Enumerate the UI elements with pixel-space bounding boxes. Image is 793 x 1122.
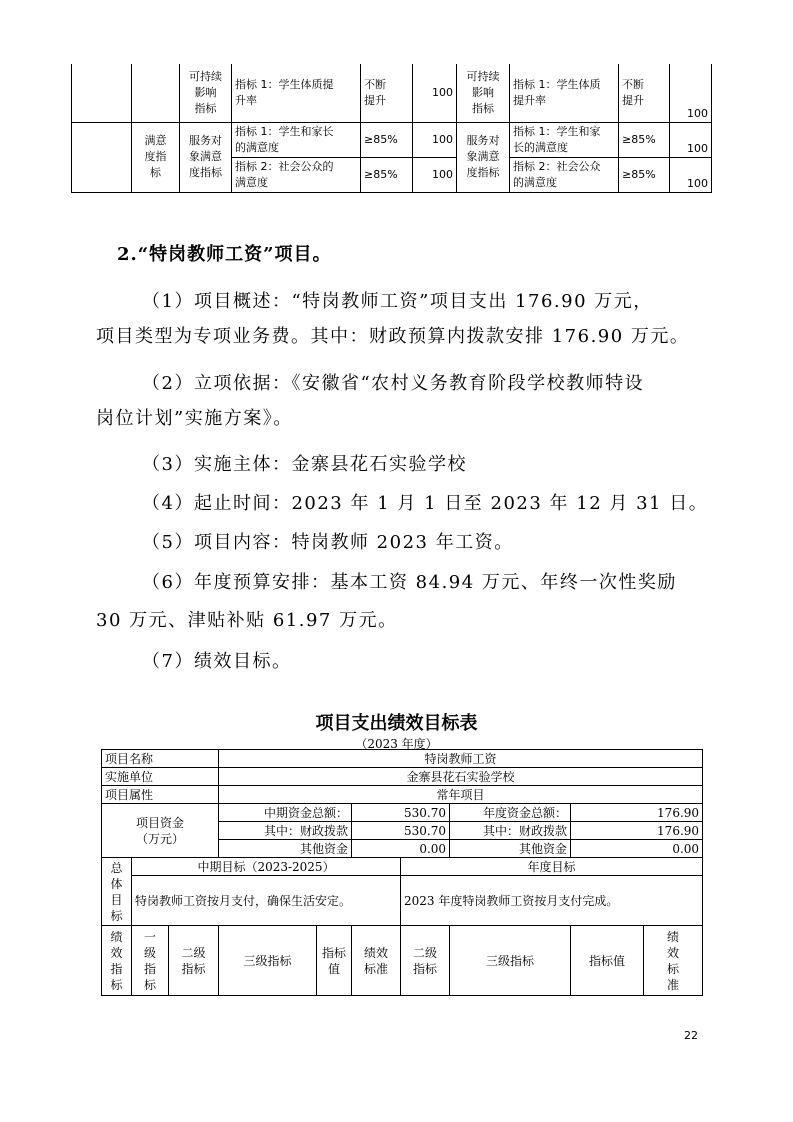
paragraph-line: （2）立项依据：《安徽省“农村义务教育阶段学校教师特设 [142,373,645,394]
table-cell: 实施单位 [102,768,219,786]
table-cell: 176.90 [571,804,703,822]
table-cell: 100 [413,157,457,192]
table-row [102,804,703,822]
table-cell: 特岗教师工资按月支付，确保生活安定。 [132,876,401,926]
section-heading: 2.“特岗教师工资”项目。 [117,244,332,265]
paragraph-line: （4）起止时间：2023 年 1 月 1 日至 2023 年 12 月 31 日。 [142,493,709,514]
table-cell: 2023 年度特岗教师工资按月支付完成。 [401,876,703,926]
table-cell: 100 [670,157,712,192]
table-cell: ≥85% [361,157,413,192]
table-cell: 其中：财政拨款 [450,822,571,840]
table-cell: 绩效 标准 [352,926,401,996]
table-cell: 可持续 影响 指标 [457,64,510,122]
table-cell: 指标 2：社会公众的 满意度 [232,157,361,192]
paragraph-line: （6）年度预算安排：基本工资 84.94 万元、年终一次性奖励 [142,572,677,593]
table-cell: 一 级 指 标 [132,926,169,996]
table-cell: 项目资金 （万元） [102,804,219,858]
table-cell: 0.00 [571,840,703,858]
table-cell: 176.90 [571,822,703,840]
table-cell: 指标 1：学生和家 长的满意度 [510,122,619,157]
table-cell: ≥85% [619,157,670,192]
table-cell: 特岗教师工资 [219,750,703,768]
table-row [102,768,703,786]
paragraph-line: （5）项目内容：特岗教师 2023 年工资。 [142,532,514,553]
table-row [102,876,703,926]
top-performance-table [71,64,712,193]
table-cell: 中期资金总额： [219,804,352,822]
paragraph-line: （1）项目概述：“特岗教师工资”项目支出 176.90 万元， [142,291,653,312]
table-cell [72,64,132,122]
table-cell: 常年项目 [219,786,703,804]
table-cell [132,64,180,122]
paragraph-line: （7）绩效目标。 [142,651,292,672]
table-cell: 指标 1：学生体质 提升率 [510,64,619,122]
table-cell: 指标 2：社会公众 的满意度 [510,157,619,192]
table-row [102,786,703,804]
table-cell: 100 [670,64,712,122]
table-cell: 530.70 [352,804,450,822]
table-cell [72,122,132,192]
table-cell: 满意 度指 标 [132,122,180,192]
table-cell: 其中：财政拨款 [219,822,352,840]
table-cell: 中期目标（2023-2025） [132,858,401,876]
table-title: 项目支出绩效目标表 [315,713,478,734]
table-cell: 不断 提升 [619,64,670,122]
table-cell: 指标 1：学生和家长 的满意度 [232,122,361,157]
table-cell: ≥85% [619,122,670,157]
table-row [102,926,703,996]
table-cell: 其他资金 [219,840,352,858]
table-cell: 三级指标 [219,926,317,996]
table-row [72,64,712,122]
table-cell: 100 [413,64,457,122]
table-cell: 服务对 象满意 度指标 [457,122,510,192]
table-cell: 项目名称 [102,750,219,768]
table-cell: 项目属性 [102,786,219,804]
table-cell: 其他资金 [450,840,571,858]
table-cell: 服务对 象满意 度指标 [180,122,232,192]
table-cell: 年度资金总额： [450,804,571,822]
table-cell: 绩 效 指 标 [102,926,132,996]
table-cell: 金寨县花石实验学校 [219,768,703,786]
table-cell: 530.70 [352,822,450,840]
paragraph-line: 30 万元、津贴补贴 61.97 万元。 [96,610,398,631]
table-row [102,858,703,876]
table-cell: 100 [670,122,712,157]
table-year: （2023 年度） [355,737,438,751]
paragraph-line: 岗位计划”实施方案》。 [96,408,293,429]
table-row [102,750,703,768]
table-row [72,122,712,157]
table-cell: 三级指标 [450,926,571,996]
table-cell: 指标值 [571,926,644,996]
table-cell: 不断 提升 [361,64,413,122]
paragraph-line: （3）实施主体：金寨县花石实验学校 [142,454,467,475]
table-cell: 100 [413,122,457,157]
table-cell: 可持续 影响 指标 [180,64,232,122]
table-cell: ≥85% [361,122,413,157]
page-number: 22 [684,1029,698,1042]
table-cell: 年度目标 [401,858,703,876]
table-cell: 0.00 [352,840,450,858]
table-cell: 总 体 目 标 [102,858,132,926]
paragraph-line: 项目类型为专项业务费。其中：财政预算内拨款安排 176.90 万元。 [96,326,690,347]
table-cell: 二级 指标 [169,926,219,996]
table-cell: 指标 1：学生体质提 升率 [232,64,361,122]
table-cell: 指标 值 [317,926,352,996]
table-cell: 二级 指标 [401,926,450,996]
performance-target-table [101,749,703,996]
table-cell: 绩 效 标 准 [644,926,703,996]
